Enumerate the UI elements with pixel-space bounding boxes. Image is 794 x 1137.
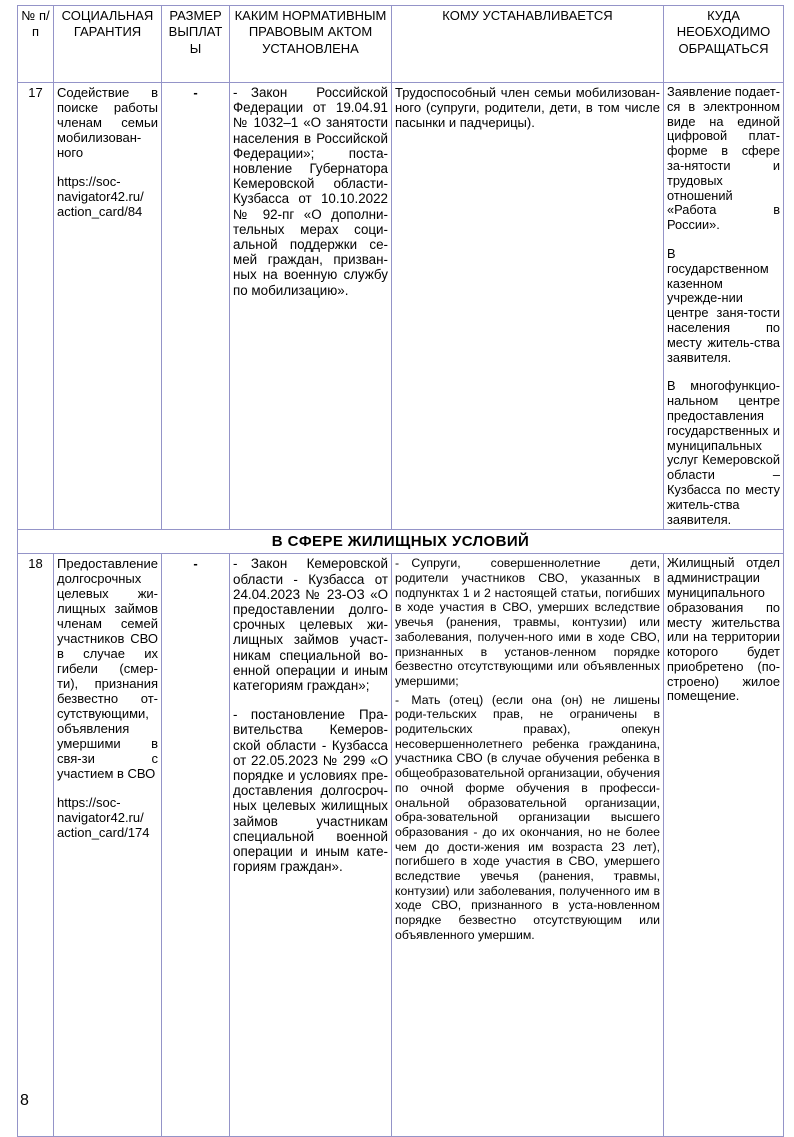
legal-act-paragraph: - Закон Кемеровской области - Кузбасса от 24.04.2023 № 23-ОЗ «О предоставлении долго-срочных целевых жи-лищных займов участ-никам специальной во-енной операции и иным категориям граждан»; bbox=[233, 556, 388, 693]
guarantee-text: Предоставление долгосрочных целевых жи-лищных займов членам семей участников СВО в случае их гибели (смер-ти), признания безвестно от-сутствующими, объявления умершими в свя-зи с участием в СВО bbox=[57, 556, 158, 782]
recipients-paragraph: Трудоспособный член семьи мобилизован-ного (супруги, родители, дети, в том числе пасынки и падчерицы). bbox=[395, 85, 660, 130]
legal-act-cell bbox=[230, 83, 392, 530]
where-to-apply-paragraph: Жилищный отдел администрации муниципального образования по месту жительства или на территории которого будет приобретено (по-строено) жилое помещение. bbox=[667, 555, 780, 704]
legal-act-cell bbox=[230, 554, 392, 1137]
where-to-apply-paragraph: Заявление подает-ся в электронном виде на единой цифровой плат-форме в сфере за-нятости и трудовых отношений «Работа в России». bbox=[667, 84, 780, 233]
legal-act-paragraph: - Закон Российской Федерации от 19.04.91 № 1032–1 «О занятости населения в Российской Федерации»; поста-новление Губернатора Кемеровской области-Кузбасса от 10.10.2022 № 92-пг «О дополни-тельных мерах соци-альной поддержки се-мей граждан, призван-ных на военную службу по мобилизацию». bbox=[233, 85, 388, 298]
benefits-table bbox=[17, 5, 784, 1137]
column-header-amount: РАЗМЕР ВЫПЛАТЫ bbox=[162, 6, 230, 83]
section-header: В СФЕРЕ ЖИЛИЩНЫХ УСЛОВИЙ bbox=[18, 530, 784, 554]
column-header-where-to-apply: КУДА НЕОБХОДИМО ОБРАЩАТЬСЯ bbox=[664, 6, 784, 83]
page-number: 8 bbox=[20, 1092, 29, 1109]
section-header-row bbox=[18, 530, 784, 554]
legal-act-paragraph: - постановление Пра-вительства Кемеров-ской области - Кузбасса от 22.05.2023 № 299 «О порядке и условиях пре-доставления долгосроч-ных целевых жилищных займов участникам специальной военной операции и иным кате-гориям граждан». bbox=[233, 707, 388, 875]
guarantee-cell bbox=[54, 83, 162, 530]
guarantee-cell bbox=[54, 554, 162, 1137]
recipients-paragraph: - Мать (отец) (если она (он) не лишены роди-тельских прав, не ограничены в родительских правах), опекун несовершеннолетнего ребенка гражданина, участника СВО (в случае обучения ребенка в общеобразовательной организации, обучения по очной форме обучения в професси-ональной образовательной организации, обра-зовательной организации высшего образования - до их окончания, но не более чем до дости-жения им возраста 23 лет), погибшего в ходе участия в СВО, умершего вследствие увечья (ранения, травмы, контузии) или заболевания, полученного им в ходе СВО, признанного в уста-новленном порядке безвестно отсутствующим или объявленного умершим. bbox=[395, 692, 660, 942]
column-header-guarantee: СОЦИАЛЬНАЯ ГАРАНТИЯ bbox=[54, 6, 162, 83]
row-number: 18 bbox=[18, 554, 54, 1137]
where-to-apply-paragraph: В многофункцио-нальном центре предоставления государственных и муниципальных услуг Кемеровской области – Кузбасса по месту житель-ства заявителя. bbox=[667, 378, 780, 527]
column-header-recipients: КОМУ УСТАНАВЛИВАЕТСЯ bbox=[392, 6, 664, 83]
where-to-apply-cell bbox=[664, 554, 784, 1137]
table-row bbox=[18, 554, 784, 1137]
guarantee-link[interactable]: https://soc-navigator42.ru/ action_card/84 bbox=[57, 174, 144, 219]
guarantee-text: Содействие в поиске работы членам семьи мобилизован-ного bbox=[57, 85, 158, 160]
where-to-apply-cell bbox=[664, 83, 784, 530]
recipients-cell bbox=[392, 83, 664, 530]
table-row bbox=[18, 83, 784, 530]
payment-amount: - bbox=[162, 554, 230, 1137]
recipients-paragraph: - Супруги, совершеннолетние дети, родители участников СВО, указанных в подпунктах 1 и 2 настоящей статьи, погибших в ходе участия в СВО, умерших вследствие увечья (ранения, травмы, контузии) или заболевания, получен-ного ими в ходе СВО, признанных в установ-ленном порядке безвестно отсутствующими или объявленных умершими; bbox=[395, 556, 660, 688]
where-to-apply-paragraph: В государственном казенном учрежде-нии центре заня-тости населения по месту житель-ства заявителя. bbox=[667, 245, 780, 365]
guarantee-link[interactable]: https://soc-navigator42.ru/ action_card/174 bbox=[57, 795, 150, 841]
recipients-cell bbox=[392, 554, 664, 1137]
table-header-row bbox=[18, 6, 784, 83]
column-header-legal-act: КАКИМ НОРМАТИВНЫМ ПРАВОВЫМ АКТОМ УСТАНОВЛЕНА bbox=[230, 6, 392, 83]
row-number: 17 bbox=[18, 83, 54, 530]
column-header-num: № п/п bbox=[18, 6, 54, 83]
payment-amount: - bbox=[162, 83, 230, 530]
